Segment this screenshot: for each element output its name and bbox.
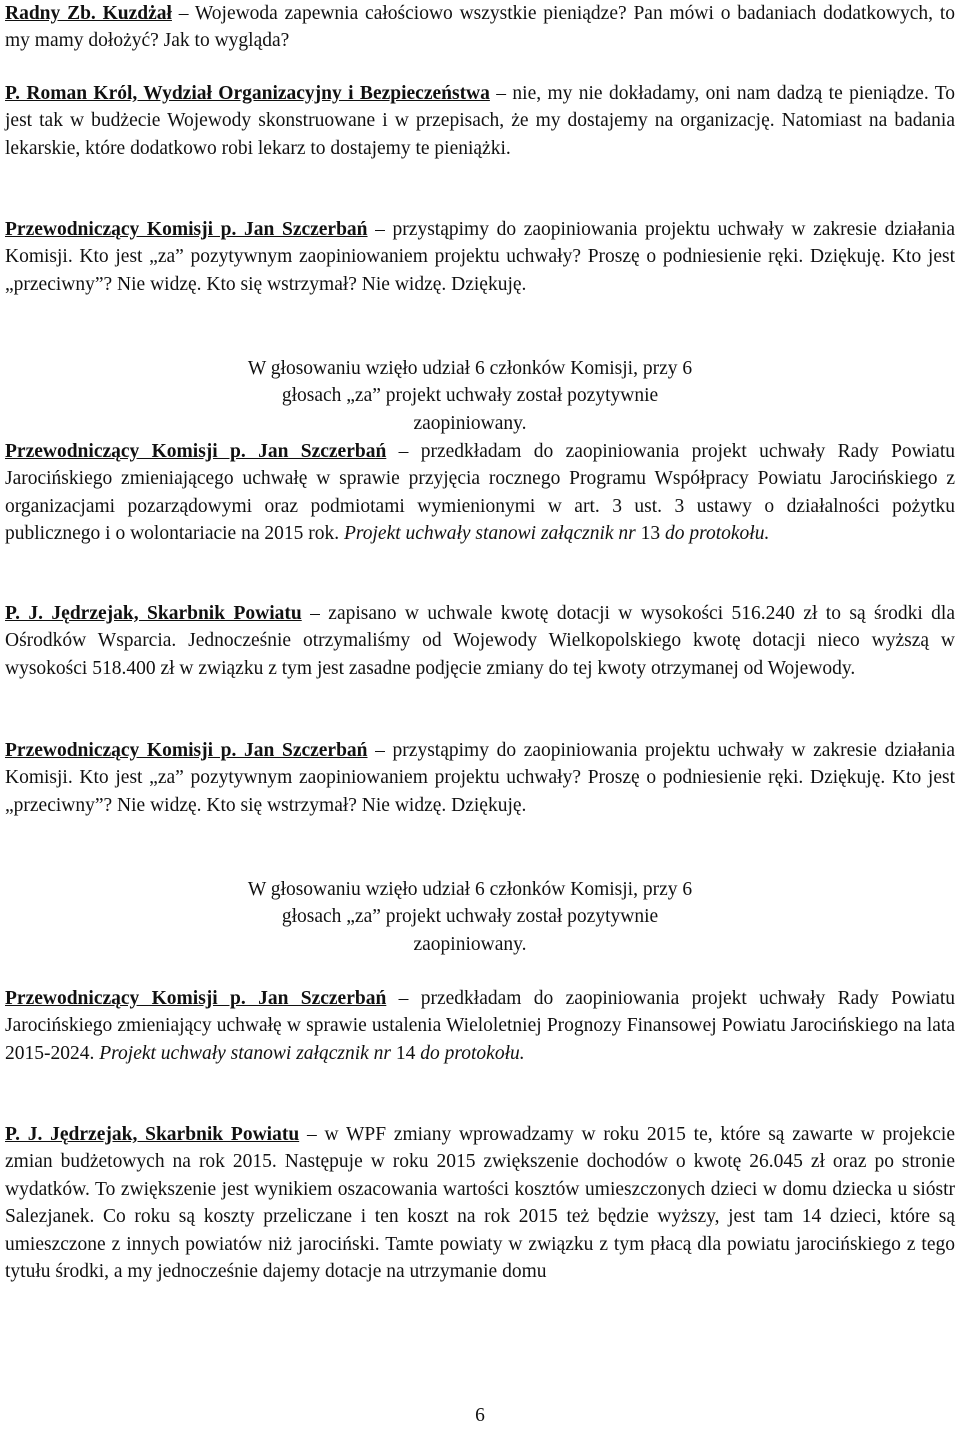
speaker-name: Przewodniczący Komisji p. Jan Szczerbań [5,988,387,1009]
paragraph-kuzdzal [0,0,960,55]
speaker-name: Przewodniczący Komisji p. Jan Szczerbań [5,441,387,462]
attachment-note: Projekt uchwały stanowi załącznik nr [99,1042,391,1064]
attachment-note-end: do protokołu. [664,523,770,545]
paragraph-szczerban-program [0,438,960,548]
attachment-note: Projekt uchwały stanowi załącznik nr [343,523,636,545]
paragraph-text: – w WPF zmiany wprowadzamy w roku 2015 te, które są zawarte w projekcie zmian budżetowych na rok 2015. Następuje w roku 2015 zwiększenie dochodów o kwotę 26.045 zł oraz po stronie wydatków. To zwiększenie jest wynikiem oszacowania wartości kosztów umieszczonych dzieci w domu dziecka u sióstr Salezjanek. Co roku są koszty przeliczane i ten koszt na rok 2015 też będzie wyższy, jest tam 14 dzieci, które są umieszczone z innych powiatów niż jarociński. Tamte powiaty w związku z tym płacą dla powiatu jarocińskiego z tego tytułu środki, a my jednocześnie dajemy dotacje na utrzymanie domu [5,1124,955,1283]
speaker-name: P. J. Jędrzejak, Skarbnik Powiatu [5,1124,300,1145]
vote-result-1: W głosowaniu wzięło udział 6 członków Komisji, przy 6 głosach „za” projekt uchwały został pozytywnie zaopiniowany. [247,358,693,434]
paragraph-text: – przedkładam do zaopiniowania projekt uchwały Rady Powiatu Jarocińskiego zmieniającego uchwałę w sprawie przyjęcia rocznego Programu Współpracy Powiatu Jarocińskiego z organizacjami pozarządowymi oraz podmiotami wymienionymi w art. 3 ust. 3 ustawy o działalności pożytku publicznego i o wolontariacie na 2015 rok. [5,441,955,545]
paragraph-szczerban-wpf [0,985,960,1067]
paragraph-jedrzejak-1 [0,600,960,682]
attachment-number: 13 [635,523,665,545]
attachment-number: 14 [391,1042,421,1064]
paragraph-text: – zapisano w uchwale kwotę dotacji w wysokości 516.240 zł to są środki dla Ośrodków Wsparcia. Jednocześnie otrzymaliśmy od Wojewody Wielkopolskiego kwotę dotacji nieco wyższą w wysokości 518.400 zł w związku z tym jest zasadne podjęcie zmiany do tej kwoty otrzymanej od Wojewody. [5,603,955,679]
speaker-name: Radny Zb. Kuzdżał [5,3,172,24]
speaker-name: P. J. Jędrzejak, Skarbnik Powiatu [5,603,302,624]
speaker-name: P. Roman Król, Wydział Organizacyjny i Bezpieczeństwa [5,83,490,104]
speaker-name: Przewodniczący Komisji p. Jan Szczerbań [5,740,368,761]
attachment-note-end: do protokołu. [420,1042,525,1064]
paragraph-text: – nie, my nie dokładamy, oni nam dadzą te pieniądze. To jest tak w budżecie Wojewody skonstruowane i w przepisach, że my dostajemy na organizację. Natomiast na badania lekarskie, które dodatkowo robi lekarz to dostajemy te pieniążki. [5,83,956,159]
page-number: 6 [475,1405,485,1426]
speaker-name: Przewodniczący Komisji p. Jan Szczerbań [5,219,368,240]
paragraph-szczerban-vote-1 [0,216,960,298]
paragraph-text: – przystąpimy do zaopiniowania projektu uchwały w zakresie działania Komisji. Kto jest „za” pozytywnym zaopiniowaniem projektu uchwały? Proszę o podniesienie ręki. Dziękuję. Kto jest „przeciwny”? Nie widzę. Kto się wstrzymał? Nie widzę. Dziękuję. [5,740,955,816]
paragraph-text: – przystąpimy do zaopiniowania projektu uchwały w zakresie działania Komisji. Kto jest „za” pozytywnym zaopiniowaniem projektu uchwały? Proszę o podniesienie ręki. Dziękuję. Kto jest „przeciwny”? Nie widzę. Kto się wstrzymał? Nie widzę. Dziękuję. [5,219,955,295]
vote-result-2: W głosowaniu wzięło udział 6 członków Komisji, przy 6 głosach „za” projekt uchwały został pozytywnie zaopiniowany. [247,879,693,955]
paragraph-text: – przedkładam do zaopiniowania projekt uchwały Rady Powiatu Jarocińskiego zmieniający uchwałę w sprawie ustalenia Wieloletniej Prognozy Finansowej Powiatu Jarocińskiego na lata 2015-2024. [5,988,955,1064]
paragraph-jedrzejak-2 [0,1121,960,1285]
paragraph-szczerban-vote-2 [0,737,960,819]
paragraph-krol [0,80,960,162]
paragraph-text: – Wojewoda zapewnia całościowo wszystkie pieniądze? Pan mówi o badaniach dodatkowych, to my mamy dołożyć? Jak to wygląda? [5,3,955,52]
